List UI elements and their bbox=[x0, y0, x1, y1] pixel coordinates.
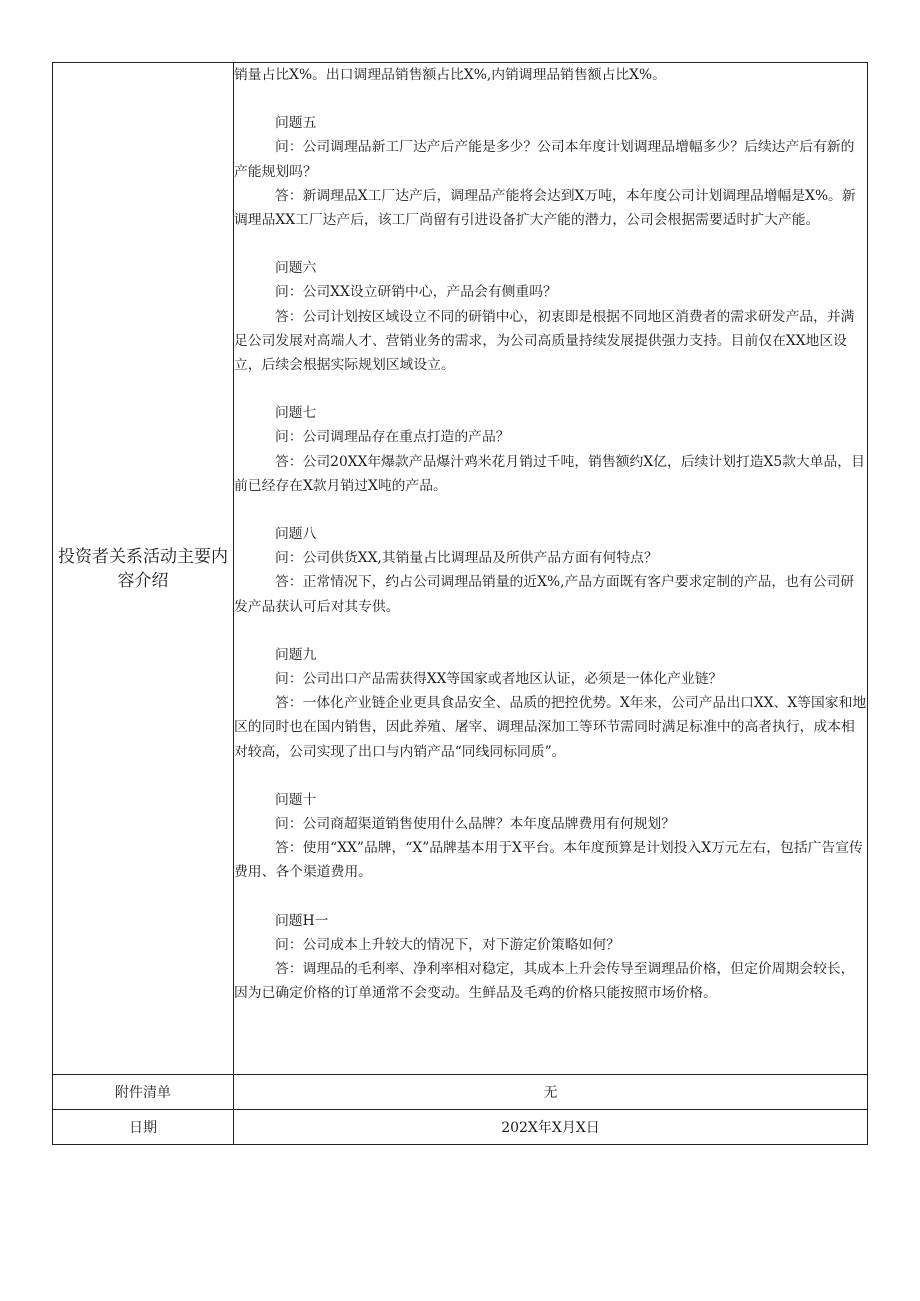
question-title: 问题七 bbox=[275, 405, 317, 422]
question-block-10 bbox=[234, 788, 867, 885]
question-title: 问题九 bbox=[275, 646, 317, 663]
investor-relations-table bbox=[52, 62, 868, 1145]
answer-text: 答：调理品的毛利率、净利率相对稳定，其成本上升会传导至调理品价格，但定价周期会较长，因为已确定价格的订单通常不会变动。生鲜品及毛鸡的价格只能按照市场价格。 bbox=[234, 961, 855, 1002]
question-text: 问：公司成本上升较大的情况下，对下游定价策略如何？ bbox=[275, 936, 620, 953]
answer-text: 答：正常情况下，约占公司调理品销量的近X%,产品方面既有客户要求定制的产品，也有公司研发产品获认可后对其专供。 bbox=[234, 574, 855, 615]
question-block-6 bbox=[234, 256, 867, 377]
attachment-value: 无 bbox=[234, 1075, 868, 1110]
answer-text: 答：新调理品X工厂达产后，调理品产能将会达到X万吨，本年度公司计划调理品增幅是X%。新调理品XX工厂达产后，该工厂尚留有引进设备扩大产能的潜力，公司会根据需要适时扩大产能。 bbox=[234, 187, 856, 229]
attachment-label: 附件清单 bbox=[53, 1075, 234, 1110]
question-block-8 bbox=[234, 522, 867, 619]
answer-text: 答：公司计划按区域设立不同的研销中心，初衷即是根据不同地区消费者的需求研发产品，并满足公司发展对高端人才、营销业务的需求，为公司高质量持续发展提供强力支持。目前仅在XX地区设立，后续会根据实际规划区域设立。 bbox=[234, 308, 855, 374]
question-block-11 bbox=[234, 909, 867, 1006]
answer-text: 答：公司20XX年爆款产品爆汁鸡米花月销过千吨，销售额约X亿，后续计划打造X5款大单品，目前已经存在X款月销过X吨的产品。 bbox=[234, 453, 865, 494]
question-block-7 bbox=[234, 401, 867, 498]
question-block-5 bbox=[234, 111, 867, 232]
answer-text: 答：使用“XX”品牌，“X”品牌基本用于X平台。本年度预算是计划投入X万元左右，包括广告宣传费用、各个渠道费用。 bbox=[234, 840, 863, 881]
attachment-row bbox=[53, 1075, 868, 1110]
intro-text: 销量占比X%。出口调理品销售额占比X%,内销调理品销售额占比X%。 bbox=[234, 67, 666, 83]
main-content-cell bbox=[234, 63, 868, 1075]
main-content-row bbox=[53, 63, 868, 1075]
question-text: 问：公司XX设立研销中心，产品会有侧重吗？ bbox=[275, 284, 557, 301]
main-content-label: 投资者关系活动主要内容介绍 bbox=[53, 63, 234, 1075]
question-text: 问：公司供货XX,其销量占比调理品及所供产品方面有何特点？ bbox=[275, 550, 658, 567]
question-text: 问：公司商超渠道销售使用什么品牌？本年度品牌费用有何规划？ bbox=[275, 816, 676, 833]
question-title: 问题十 bbox=[275, 791, 317, 808]
question-title: 问题H一 bbox=[275, 912, 329, 929]
question-title: 问题六 bbox=[275, 260, 317, 277]
date-value: 202X年X月X日 bbox=[234, 1110, 868, 1145]
question-text: 问：公司出口产品需获得XX等国家或者地区认证，必须是一体化产业链？ bbox=[275, 671, 723, 688]
date-row bbox=[53, 1110, 868, 1145]
question-text: 问：公司调理品存在重点打造的产品？ bbox=[275, 429, 510, 446]
question-block-9 bbox=[234, 643, 867, 764]
question-title: 问题八 bbox=[275, 526, 317, 543]
answer-text: 答：一体化产业链企业更具食品安全、品质的把控优势。X年来，公司产品出口XX、X等国家和地区的同时也在国内销售，因此养殖、屠宰、调理品深加工等环节需同时满足标准中的高者执行，成本相对较高，公司实现了出口与内销产品“同线同标同质”。 bbox=[234, 695, 867, 760]
date-label: 日期 bbox=[53, 1110, 234, 1145]
question-title: 问题五 bbox=[275, 115, 317, 132]
question-text: 问：公司调理品新工厂达产后产能是多少？公司本年度计划调理品增幅多少？后续达产后有新的产能规划吗？ bbox=[234, 139, 855, 180]
